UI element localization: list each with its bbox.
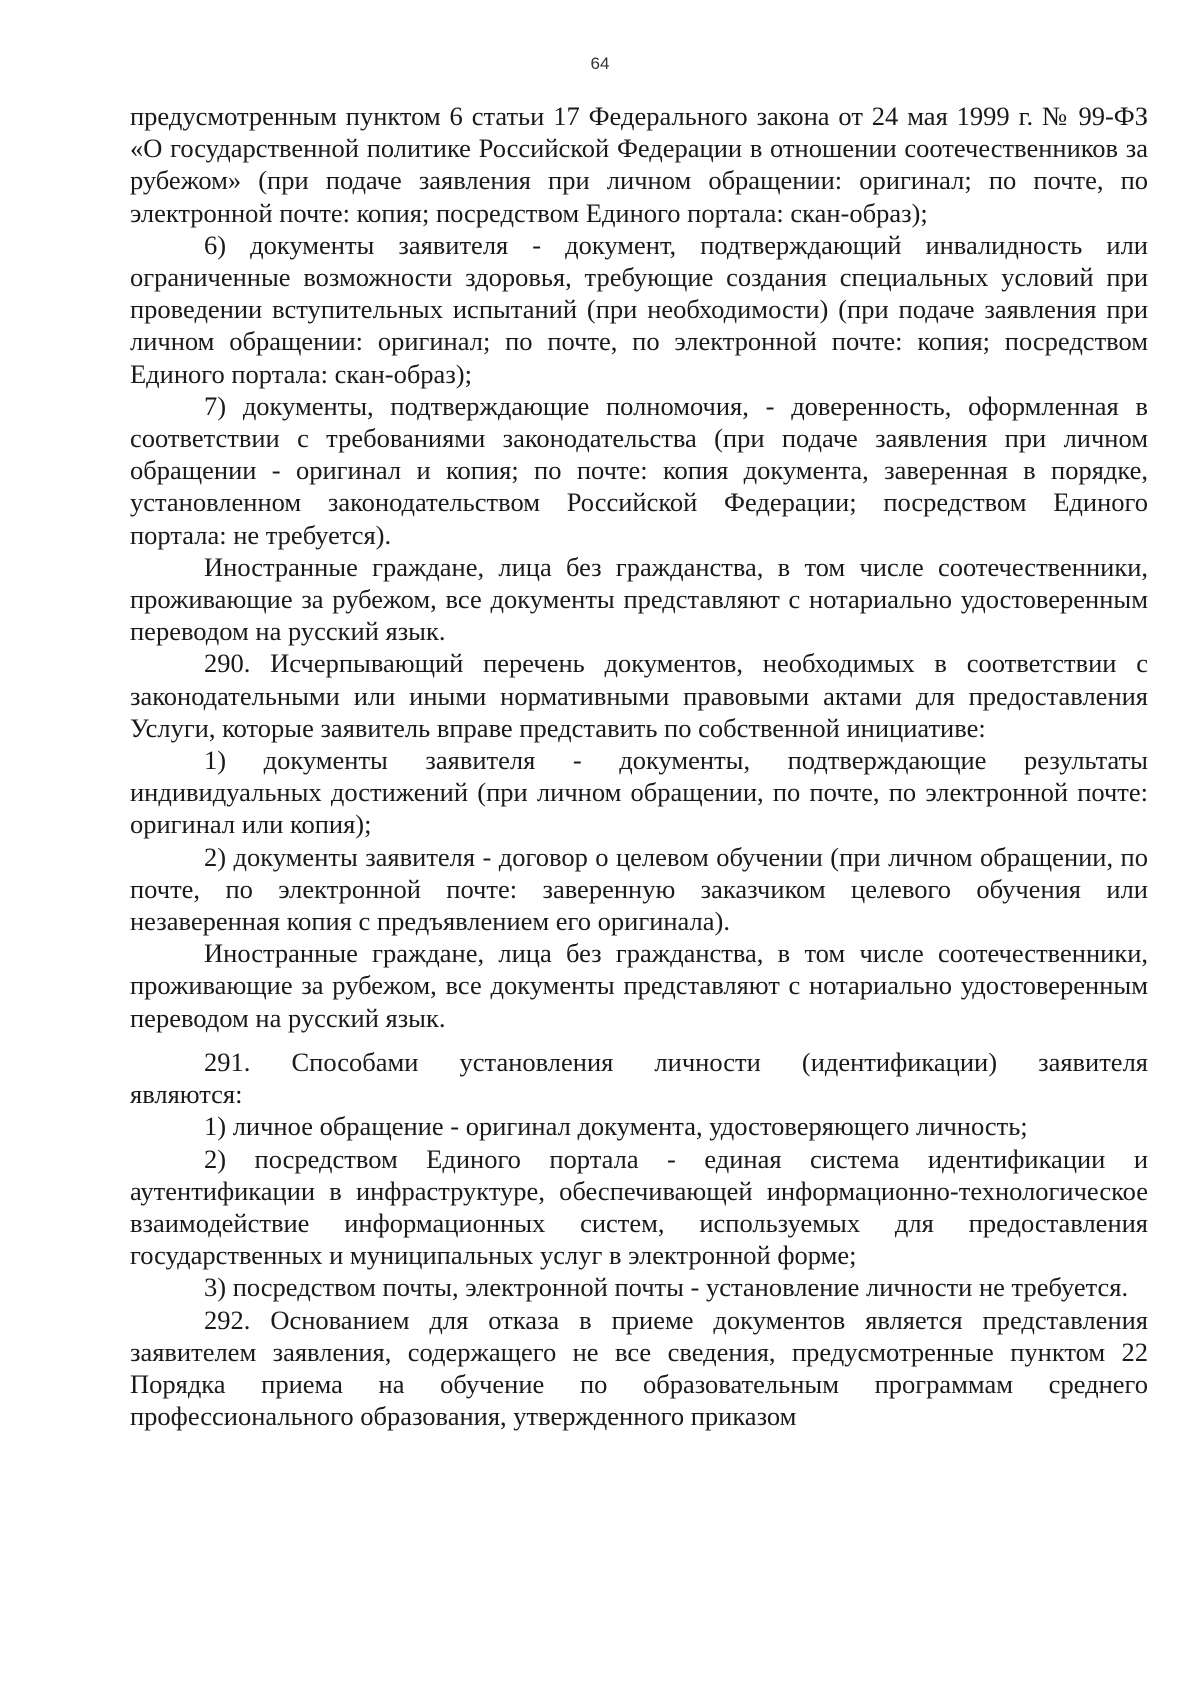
page-number: 64 — [590, 54, 610, 73]
paragraph-290: 290. Исчерпывающий перечень документов, необходимых в соответствии с законодательными или иными нормативными правовыми актами для предоставления Услуги, которые заявитель вправе представить по собственной инициативе: — [130, 648, 1148, 743]
paragraph-290-item-1: 1) документы заявителя - документы, подтверждающие результаты индивидуальных достижений (при личном обращении, по почте, по электронной почте: оригинал или копия); — [130, 745, 1148, 840]
document-body — [130, 100, 1148, 1432]
paragraph-291-item-3: 3) посредством почты, электронной почты - установление личности не требуется. — [204, 1272, 1129, 1303]
paragraph-continuation: предусмотренным пунктом 6 статьи 17 Федерального закона от 24 мая 1999 г. № 99-ФЗ «О государственной политике Российской Федерации в отношении соотечественников за рубежом» (при подаче заявления при личном обращении: оригинал; по почте, по электронной почте: копия; посредством Единого портала: скан-образ); — [130, 101, 1148, 228]
paragraph-foreign-citizens: Иностранные граждане, лица без гражданства, в том числе соотечественники, проживающие за рубежом, все документы представляют с нотариально удостоверенным переводом на русский язык. — [130, 551, 1148, 647]
paragraph-foreign-citizens-2: Иностранные граждане, лица без гражданства, в том числе соотечественники, проживающие за рубежом, все документы представляют с нотариально удостоверенным переводом на русский язык. — [130, 938, 1148, 1033]
paragraph-290-item-2: 2) документы заявителя - договор о целевом обучении (при личном обращении, по почте, по электронной почте: заверенную заказчиком целевого обучения или незаверенная копия с предъявлением его оригинала). — [130, 841, 1148, 937]
paragraph-292: 292. Основанием для отказа в приеме документов является представления заявителем заявления, содержащего не все сведения, предусмотренные пунктом 22 Порядка приема на обучение по образовательным программам среднего профессионального образования, утвержденного приказом — [130, 1304, 1148, 1432]
paragraph-291: 291. Способами установления личности (идентификации) заявителя являются: — [130, 1046, 1148, 1110]
paragraph-291-item-1: 1) личное обращение - оригинал документа, удостоверяющего личность; — [204, 1111, 1028, 1142]
paragraph-291-item-2: 2) посредством Единого портала - единая система идентификации и аутентификации в инфраструктуре, обеспечивающей информационно-технологическое взаимодействие информационных систем, используемых для предоставления государственных и муниципальных услуг в электронной форме; — [130, 1143, 1148, 1271]
paragraph-item-7: 7) документы, подтверждающие полномочия, - доверенность, оформленная в соответствии с требованиями законодательства (при подаче заявления при личном обращении - оригинал и копия; по почте: копия документа, заверенная в порядке, установленном законодательством Российской Федерации; посредством Единого портала: не требуется). — [130, 390, 1148, 550]
paragraph-item-6: 6) документы заявителя - документ, подтверждающий инвалидность или ограниченные возможности здоровья, требующие создания специальных условий при проведении вступительных испытаний (при необходимости) (при подаче заявления при личном обращении: оригинал; по почте, по электронной почте: копия; посредством Единого портала: скан-образ); — [130, 229, 1148, 389]
